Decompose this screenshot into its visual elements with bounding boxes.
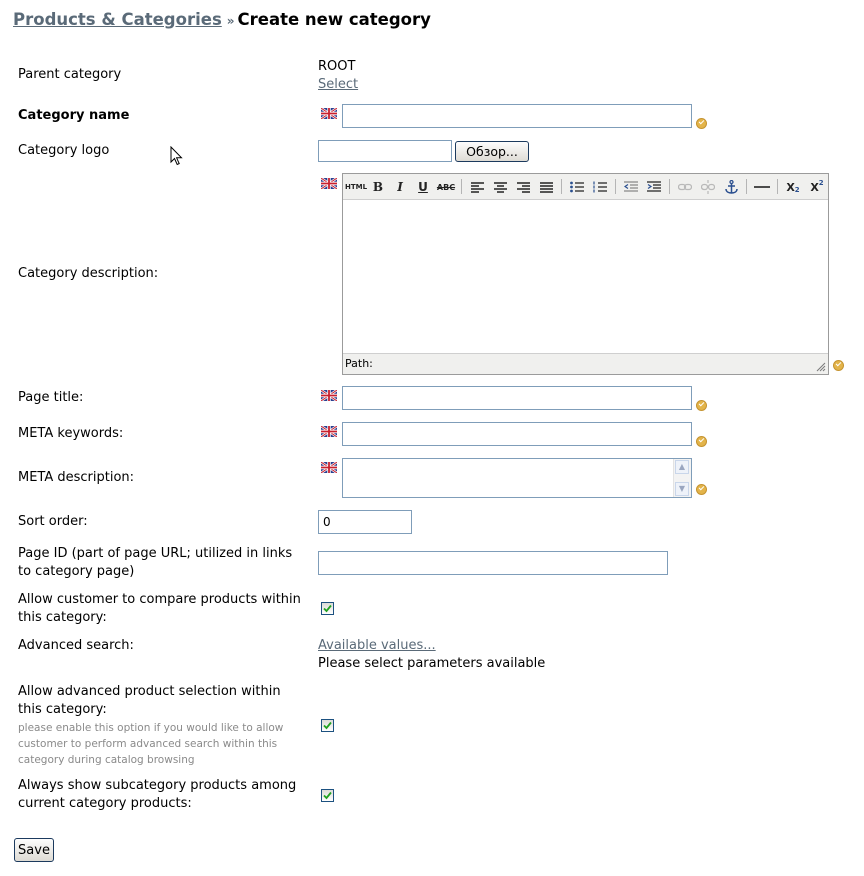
uk-flag-icon [321, 108, 337, 119]
numbered-list-icon[interactable] [590, 177, 610, 197]
required-marker-icon [696, 484, 707, 495]
toolbar-separator [461, 179, 462, 194]
toolbar-separator [777, 179, 778, 194]
uk-flag-icon [321, 426, 337, 437]
scroll-up-arrow-icon[interactable]: ▲ [675, 460, 689, 474]
align-justify-icon[interactable] [536, 177, 556, 197]
advanced-search-note: Please select parameters available [318, 656, 546, 671]
html-source-button[interactable]: HTML [344, 183, 368, 191]
advanced-search-label: Advanced search: [18, 638, 134, 653]
breadcrumb [13, 10, 431, 29]
show-subcategory-products-label: Always show subcategory products among current category products: [18, 778, 297, 811]
save-button[interactable]: Save [14, 838, 54, 862]
page-id-input[interactable] [318, 551, 668, 575]
bold-icon[interactable]: B [372, 180, 384, 194]
required-marker-icon [833, 360, 844, 371]
underline-icon[interactable]: U [418, 180, 428, 194]
parent-category-value: ROOT [318, 59, 356, 74]
bullet-list-icon[interactable] [567, 177, 587, 197]
textarea-scrollbar[interactable] [673, 459, 691, 497]
required-marker-icon [696, 436, 707, 447]
allow-advanced-selection-checkbox[interactable] [321, 719, 334, 732]
available-values-link[interactable]: Available values... [318, 638, 436, 653]
meta-description-label: META description: [18, 470, 135, 485]
editor-path-label: Path: [345, 357, 373, 370]
breadcrumb-products-categories-link[interactable]: Products & Categories [13, 10, 222, 29]
unlink-icon[interactable] [698, 177, 718, 197]
align-center-icon[interactable] [490, 177, 510, 197]
horizontal-rule-icon[interactable] [752, 177, 772, 197]
rich-text-editor [342, 173, 829, 375]
allow-advanced-selection-hint: please enable this option if you would like to allow customer to perform advanced search within this category during catalog browsing [18, 722, 284, 766]
page-title: Create new category [237, 10, 431, 29]
editor-status-bar [343, 353, 828, 374]
parent-category-label: Parent category [18, 67, 122, 82]
select-parent-category-link[interactable]: Select [318, 77, 359, 92]
italic-icon[interactable]: I [397, 180, 403, 194]
meta-description-textarea[interactable] [342, 458, 692, 498]
required-marker-icon [696, 118, 707, 129]
show-subcategory-products-checkbox[interactable] [321, 789, 334, 802]
toolbar-separator [561, 179, 562, 194]
category-description-label: Category description: [18, 266, 159, 281]
anchor-icon[interactable] [721, 177, 741, 197]
align-left-icon[interactable] [467, 177, 487, 197]
outdent-icon[interactable] [621, 177, 641, 197]
page-title-input[interactable] [342, 386, 692, 410]
scroll-down-arrow-icon[interactable]: ▼ [675, 482, 689, 496]
page-id-label: Page ID (part of page URL; utilized in links to category page) [18, 546, 293, 579]
page-title-label: Page title: [18, 390, 84, 405]
indent-icon[interactable] [644, 177, 664, 197]
category-logo-file-input[interactable] [318, 140, 452, 162]
editor-toolbar [343, 174, 828, 200]
toolbar-separator [746, 179, 747, 194]
uk-flag-icon [321, 390, 337, 401]
breadcrumb-separator: » [226, 14, 235, 28]
superscript-icon[interactable]: X 2 [810, 179, 824, 194]
allow-compare-label: Allow customer to compare products within this category: [18, 592, 301, 625]
uk-flag-icon [321, 462, 337, 473]
allow-advanced-selection-label [18, 683, 308, 768]
meta-keywords-input[interactable] [342, 422, 692, 446]
category-name-input[interactable] [342, 104, 692, 128]
mouse-cursor-icon [170, 146, 183, 166]
subscript-icon[interactable]: X 2 [786, 180, 800, 194]
required-marker-icon [696, 400, 707, 411]
category-name-label: Category name [18, 108, 130, 123]
strikethrough-icon[interactable]: ABC [436, 182, 456, 192]
sort-order-label: Sort order: [18, 514, 88, 529]
link-icon[interactable] [675, 177, 695, 197]
sort-order-input[interactable] [318, 510, 412, 534]
category-logo-label: Category logo [18, 143, 110, 158]
uk-flag-icon [321, 178, 337, 189]
allow-compare-checkbox[interactable] [321, 602, 334, 615]
toolbar-separator [669, 179, 670, 194]
allow-advanced-selection-label-text: Allow advanced product selection within this category: [18, 684, 281, 717]
align-right-icon[interactable] [513, 177, 533, 197]
toolbar-separator [615, 179, 616, 194]
browse-button[interactable]: Обзор... [455, 141, 529, 162]
resize-grip-icon[interactable] [816, 362, 826, 372]
meta-keywords-label: META keywords: [18, 426, 124, 441]
